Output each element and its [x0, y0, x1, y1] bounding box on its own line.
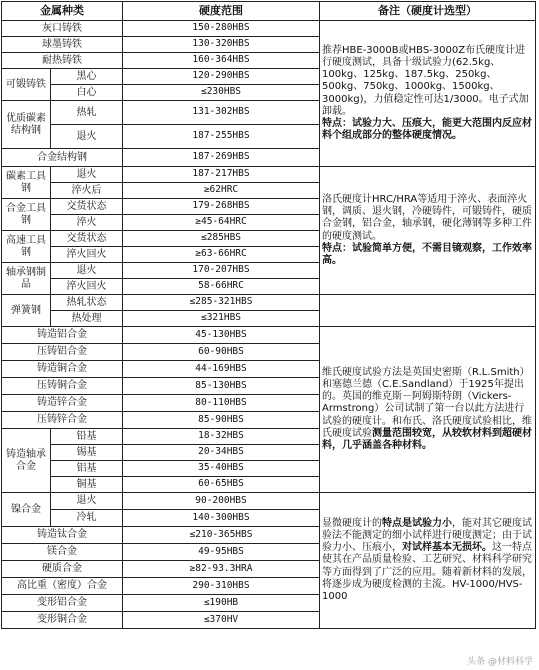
hardness-range: 85-130HBS [123, 378, 320, 395]
micro-feature-2: 对试样基本无损坏。 [402, 542, 492, 554]
metal-state: 热处理 [51, 311, 123, 327]
metal-state: 白心 [51, 85, 123, 101]
header-metal-type: 金属种类 [2, 2, 123, 21]
micro-note [320, 493, 536, 629]
metal-name: 压铸锌合金 [2, 412, 123, 429]
metal-state: 黑心 [51, 69, 123, 85]
metal-group: 可锻铸铁 [2, 69, 51, 101]
hardness-range: ≥82-93.3HRA [123, 561, 320, 578]
metal-name: 铸造铝合金 [2, 327, 123, 344]
metal-name: 硬质合金 [2, 561, 123, 578]
metal-group: 高速工具钢 [2, 231, 51, 263]
hardness-range: 49-95HBS [123, 544, 320, 561]
hardness-range: 150-280HBS [123, 21, 320, 37]
metal-name: 铸造铜合金 [2, 361, 123, 378]
hardness-range: 140-300HBS [123, 510, 320, 527]
hardness-range: 35-40HBS [123, 461, 320, 477]
metal-state: 热轧 [51, 101, 123, 125]
rockwell-text: 洛氏硬度计HRC/HRA等适用于淬火、表面淬火钢，调质、退火钢，冷硬铸件，可锻铸件，硬质合金钢，铝合金，轴承钢，硬化薄钢等多种工件的硬度测试。 [322, 193, 532, 242]
rockwell-note [320, 167, 536, 295]
micro-text-1: 显微硬度计的 [322, 517, 382, 529]
metal-name: 铸造锌合金 [2, 395, 123, 412]
table-row [2, 21, 536, 37]
metal-state: 铝基 [51, 461, 123, 477]
hardness-table [1, 1, 536, 629]
hardness-range: 60-90HBS [123, 344, 320, 361]
metal-state: 退火 [51, 263, 123, 279]
table-row [2, 327, 536, 344]
hardness-range: ≥63-66HRC [123, 247, 320, 263]
header-hardness-range: 硬度范围 [123, 2, 320, 21]
hardness-range: 130-320HBS [123, 37, 320, 53]
header-notes: 备注（硬度计选型） [320, 2, 536, 21]
metal-name: 合金结构钢 [2, 149, 123, 167]
hardness-range: 170-207HBS [123, 263, 320, 279]
empty-note [320, 295, 536, 327]
hardness-range: ≤190HB [123, 595, 320, 612]
hardness-range: 85-90HBS [123, 412, 320, 429]
hardness-range: ≤285-321HBS [123, 295, 320, 311]
metal-name: 变形铝合金 [2, 595, 123, 612]
metal-state: 铜基 [51, 477, 123, 493]
metal-group: 弹簧钢 [2, 295, 51, 327]
hardness-range: 20-34HBS [123, 445, 320, 461]
hardness-range: 179-268HBS [123, 199, 320, 215]
metal-name: 球墨铸铁 [2, 37, 123, 53]
brinell-text: 推荐HBE-3000B或HBS-3000Z布氏硬度计进行硬度测试，具备十级试验力(62.5kg、100kg、125kg、187.5kg、250kg、500kg、750kg、1000kg、1500kg、3000kg)，力值稳定性可达1/3000。电子式加卸载。 [322, 44, 529, 117]
metal-group: 轴承钢制品 [2, 263, 51, 295]
table-row [2, 493, 536, 510]
metal-group: 镍合金 [2, 493, 51, 527]
micro-text-2: ，能对其它硬度试验法不能测定的细小试样进行硬度测定；由于试验力小、压痕小， [322, 517, 532, 554]
metal-group: 铸造轴承合金 [2, 429, 51, 493]
metal-name: 变形铜合金 [2, 612, 123, 629]
rockwell-feature: 特点：试验简单方便，不需目镜观察，工作效率高。 [322, 242, 532, 266]
hardness-range: 160-364HBS [123, 53, 320, 69]
brinell-feature: 特点：试验力大、压痕大，能更大范围内反应材料个组成部分的整体硬度情况。 [322, 117, 532, 142]
metal-state: 铅基 [51, 429, 123, 445]
hardness-range: 60-65HBS [123, 477, 320, 493]
metal-state: 淬火回火 [51, 279, 123, 295]
metal-name: 压铸铜合金 [2, 378, 123, 395]
metal-state: 冷轧 [51, 510, 123, 527]
metal-name: 镁合金 [2, 544, 123, 561]
micro-text-3: 这一特点使其在产品质量检验、工艺研究、材料科学研究等方面得到了广泛的应用。随着新材料的发展，将逐步成为硬度检测的主流。HV-1000/HVS-1000 [322, 542, 532, 602]
metal-state: 退火 [51, 125, 123, 149]
hardness-range: 45-130HBS [123, 327, 320, 344]
metal-state: 锡基 [51, 445, 123, 461]
header-row [2, 2, 536, 21]
vickers-note [320, 327, 536, 493]
metal-name: 耐热铸铁 [2, 53, 123, 69]
hardness-range: ≤285HBS [123, 231, 320, 247]
hardness-range: ≥62HRC [123, 183, 320, 199]
metal-name: 灰口铸铁 [2, 21, 123, 37]
metal-name: 压铸铝合金 [2, 344, 123, 361]
hardness-range: 58-66HRC [123, 279, 320, 295]
hardness-range: ≤210-365HBS [123, 527, 320, 544]
metal-state: 淬火 [51, 215, 123, 231]
hardness-range: ≤321HBS [123, 311, 320, 327]
hardness-range: 290-310HBS [123, 578, 320, 595]
metal-state: 交货状态 [51, 199, 123, 215]
hardness-range: 131-302HBS [123, 101, 320, 125]
hardness-range: 120-290HBS [123, 69, 320, 85]
metal-state: 退火 [51, 167, 123, 183]
micro-feature-1: 特点是试验力小 [382, 517, 452, 529]
metal-group: 合金工具钢 [2, 199, 51, 231]
hardness-range: 187-269HBS [123, 149, 320, 167]
hardness-range: ≥45-64HRC [123, 215, 320, 231]
hardness-range: 187-255HBS [123, 125, 320, 149]
metal-state: 淬火后 [51, 183, 123, 199]
vickers-feature: 测量范围较宽，从较软材料到超硬材料，几乎涵盖各种材料。 [322, 427, 532, 451]
metal-state: 交货状态 [51, 231, 123, 247]
metal-name: 高比重（密度）合金 [2, 578, 123, 595]
metal-group: 优质碳素结构钢 [2, 101, 51, 149]
hardness-range: ≤370HV [123, 612, 320, 629]
hardness-range: ≤230HBS [123, 85, 320, 101]
table-row [2, 295, 536, 311]
hardness-range: 44-169HBS [123, 361, 320, 378]
hardness-range: 90-200HBS [123, 493, 320, 510]
metal-state: 退火 [51, 493, 123, 510]
vickers-text: 维氏硬度试验方法是英国史密斯（R.L.Smith）和塞德兰德（C.E.Sandland）于1925年提出的。英国的维克斯－阿姆斯特朗（Vickers-Armstrong）公司试制了第一台以此方法进行试验的硬度计。和布氏、洛氏硬度试验相比，维氏硬度试验 [322, 366, 532, 439]
hardness-range: 18-32HBS [123, 429, 320, 445]
hardness-range: 187-217HBS [123, 167, 320, 183]
watermark: 头条 @材料科学 [467, 657, 533, 667]
metal-state: 热轧状态 [51, 295, 123, 311]
brinell-note [320, 21, 536, 167]
hardness-range: 80-110HBS [123, 395, 320, 412]
metal-name: 铸造钛合金 [2, 527, 123, 544]
table-row [2, 167, 536, 183]
metal-group: 碳素工具钢 [2, 167, 51, 199]
metal-state: 淬火回火 [51, 247, 123, 263]
